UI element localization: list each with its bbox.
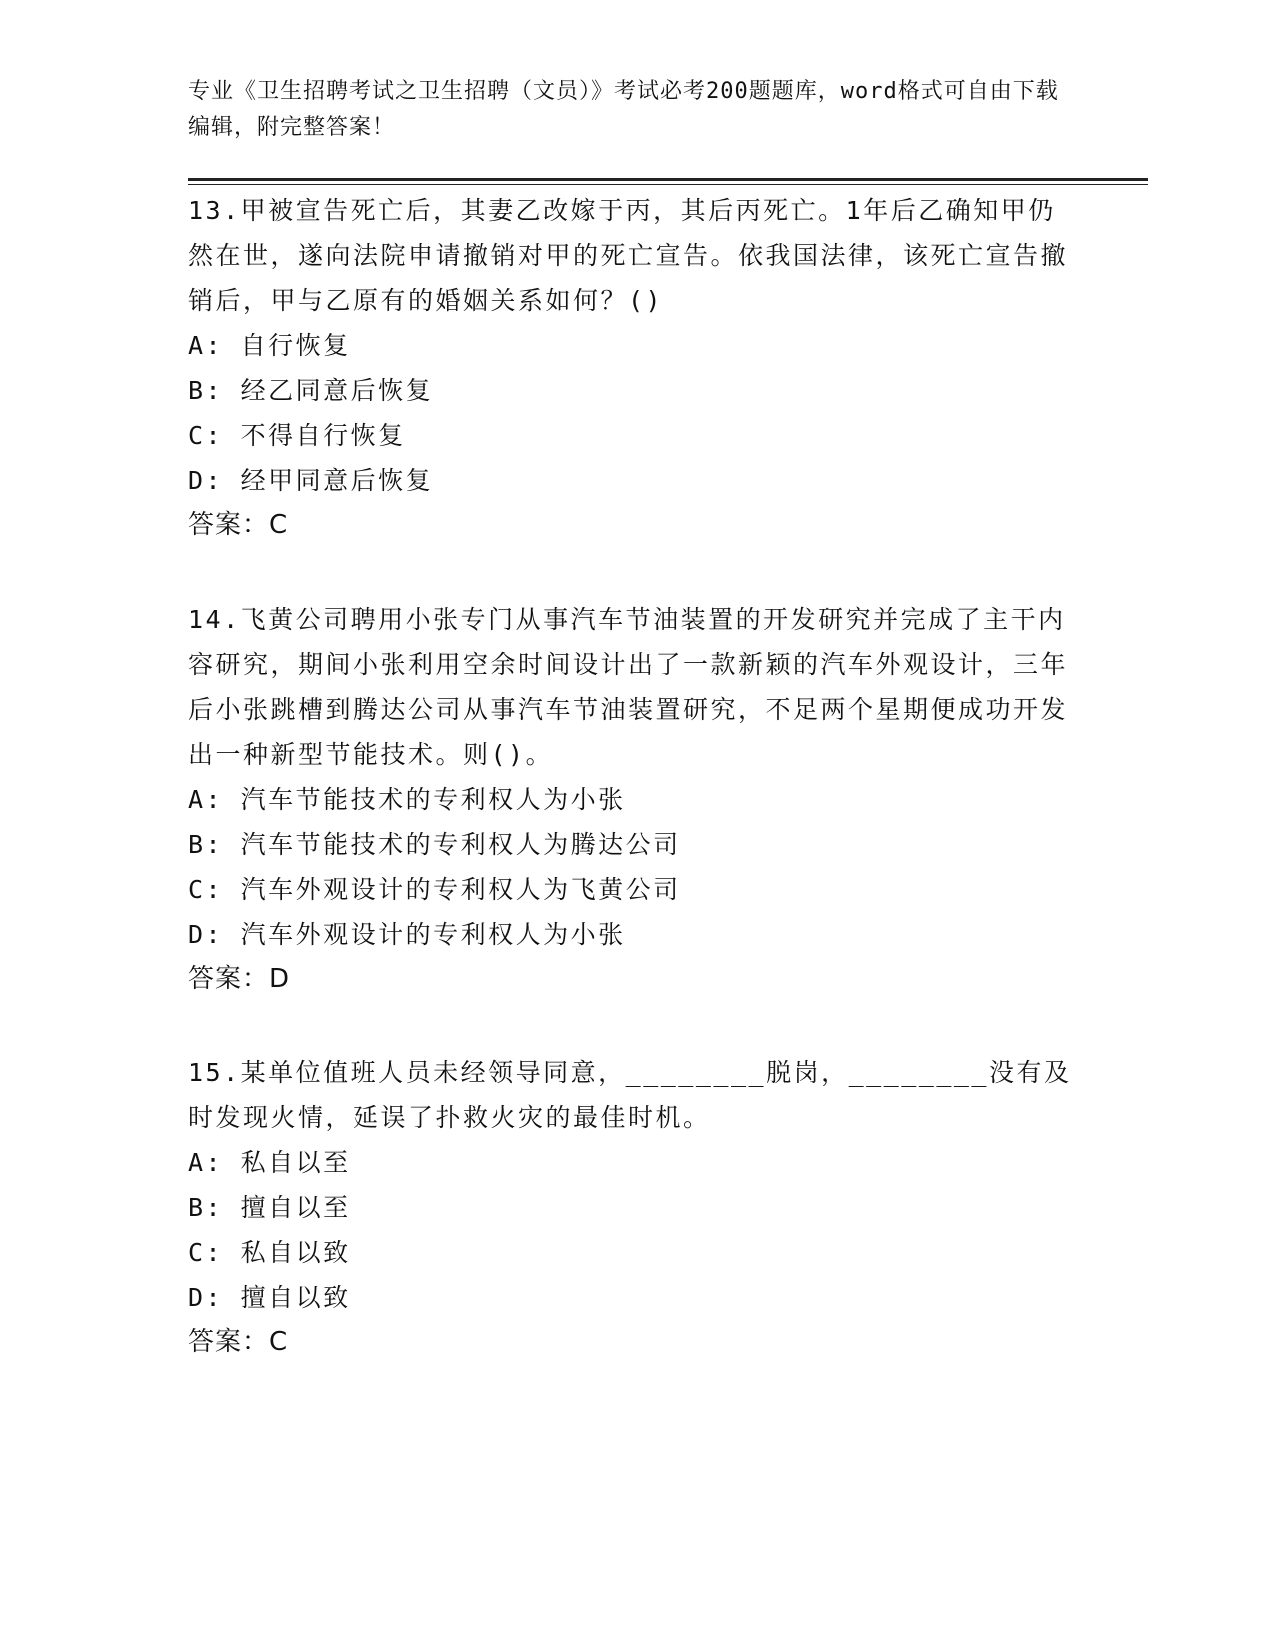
header-divider-thick <box>188 178 1148 181</box>
question-stem: 13.甲被宣告死亡后，其妻乙改嫁于丙，其后丙死亡。1年后乙确知甲仍然在世，遂向法院申请撤销对甲的死亡宣告。依我国法律，该死亡宣告撤销后，甲与乙原有的婚姻关系如何？() <box>188 196 1069 315</box>
option-b: B: 汽车节能技术的专利权人为腾达公司 <box>188 830 681 859</box>
option-b: B: 经乙同意后恢复 <box>188 376 434 405</box>
option-c: C: 不得自行恢复 <box>188 421 406 450</box>
question-stem: 15.某单位值班人员未经领导同意，________脱岗，________没有及时发现火情，延误了扑救火灾的最佳时机。 <box>188 1058 1072 1132</box>
answer: 答案：C <box>188 1327 289 1357</box>
option-a: A: 汽车节能技术的专利权人为小张 <box>188 785 626 814</box>
option-a: A: 私自以至 <box>188 1148 351 1177</box>
answer: 答案：C <box>188 510 289 540</box>
option-c: C: 私自以致 <box>188 1238 351 1267</box>
document-header: 专业《卫生招聘考试之卫生招聘（文员）》考试必考200题题库，word格式可自由下载编辑，附完整答案！ <box>188 79 1059 140</box>
question-14 <box>188 597 1078 1002</box>
option-d: D: 擅自以致 <box>188 1283 351 1312</box>
option-d: D: 经甲同意后恢复 <box>188 466 434 495</box>
option-b: B: 擅自以至 <box>188 1193 351 1222</box>
question-15 <box>188 1050 1078 1365</box>
option-c: C: 汽车外观设计的专利权人为飞黄公司 <box>188 875 681 904</box>
answer: 答案：D <box>188 964 291 994</box>
header-divider-thin <box>188 184 1148 185</box>
question-13 <box>188 188 1078 548</box>
option-d: D: 汽车外观设计的专利权人为小张 <box>188 920 626 949</box>
question-stem: 14.飞黄公司聘用小张专门从事汽车节油装置的开发研究并完成了主干内容研究，期间小张利用空余时间设计出了一款新颖的汽车外观设计，三年后小张跳槽到腾达公司从事汽车节油装置研究，不足两个星期便成功开发出一种新型节能技术。则()。 <box>188 605 1069 769</box>
option-a: A: 自行恢复 <box>188 331 351 360</box>
